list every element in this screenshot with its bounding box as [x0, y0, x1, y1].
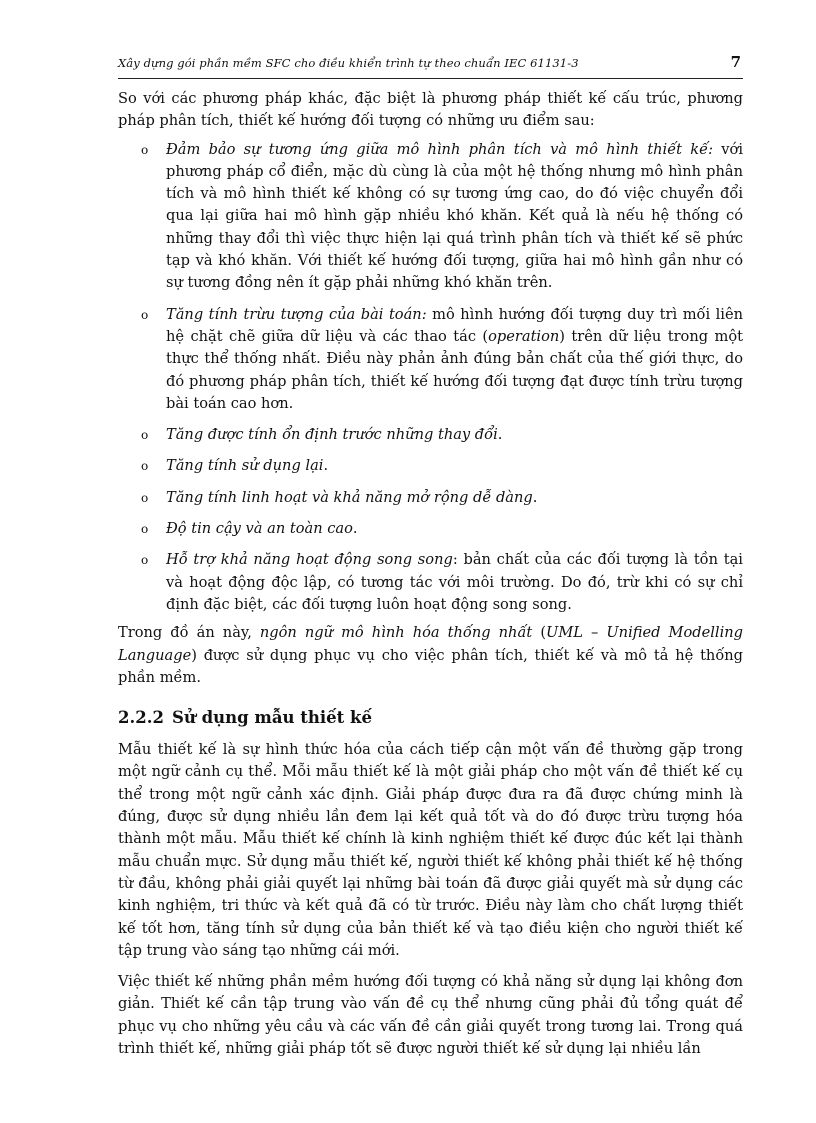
list-item-title: Tăng tính sử dụng lại — [166, 457, 324, 475]
list-item — [118, 487, 743, 509]
list-item-text: . — [352, 520, 358, 538]
advantages-list — [118, 139, 743, 617]
list-item — [118, 304, 743, 415]
bullet-marker: o — [141, 142, 149, 157]
list-item-title: Tăng tính linh hoạt và khả năng mở rộng dễ dàng — [166, 488, 533, 506]
uml-text: ) được sử dụng phục vụ cho việc phân tích, thiết kế và mô tả hệ thống phần mềm. — [118, 646, 743, 686]
page-number: 7 — [730, 53, 741, 71]
page-content — [118, 88, 743, 1060]
body-paragraph: Mẫu thiết kế là sự hình thức hóa của cách tiếp cận một vấn đề thường gặp trong một ngữ cảnh cụ thể. Mỗi mẫu thiết kế là một giải pháp cho một vấn đề thiết kế cụ thể trong một ngữ cảnh xác định. Giải pháp được đưa ra đã được chứng minh là đúng, được sử dụng nhiều lần đem lại kết quả tốt và do đó được trừu tượng hóa thành một mẫu. Mẫu thiết kế chính là kinh nghiệm thiết kế được đúc kết lại thành mẫu chuẩn mực. Sử dụng mẫu thiết kế, người thiết kế không phải thiết kế hệ thống từ đầu, không phải giải quyết lại những bài toán đã được giải quyết mà sử dụng các kinh nghiệm, tri thức và kết quả đã có từ trước. Điều này làm cho chất lượng thiết kế tốt hơn, tăng tính sử dụng của bản thiết kế và tạo điều kiện cho người thiết kế tập trung vào sáng tạo những cái mới. — [118, 741, 743, 959]
bullet-marker: o — [141, 522, 149, 537]
section-title: Sử dụng mẫu thiết kế — [171, 708, 372, 728]
list-item-title: Độ tin cậy và an toàn cao — [166, 520, 353, 538]
bullet-marker: o — [141, 553, 149, 568]
list-item-text: với phương pháp cổ điển, mặc dù cùng là của một hệ thống nhưng mô hình phân tích và mô hình thiết kế không có sự tương ứng cao, do đó việc chuyển đổi qua lại giữa hai mô hình gặp nhiều khó khăn. Kết quả là nếu hệ thống có những thay đổi thì việc thực hiện lại quá trình phân tích và thiết kế sẽ phức tạp và khó khăn. Với thiết kế hướng đối tượng, giữa hai mô hình gần như có sự tương đồng nên ít gặp phải những khó khăn trên. — [166, 140, 744, 292]
section-heading — [118, 707, 743, 729]
header-title: Xây dựng gói phần mềm SFC cho điều khiển trình tự theo chuẩn IEC 61131-3 — [118, 56, 579, 70]
bullet-marker: o — [141, 459, 149, 474]
list-item-text: : bản chất của các đối tượng là tồn tại và hoạt động độc lập, có tương tác với môi trường. Do đó, trừ khi có sự chỉ định đặc biệt, các đối tượng luôn hoạt động song song. — [166, 551, 743, 613]
list-item-text: . — [497, 426, 503, 444]
running-header — [118, 53, 743, 79]
uml-text: Trong đồ án này, — [118, 624, 260, 642]
list-item — [118, 549, 743, 616]
list-item-title: Hỗ trợ khả năng hoạt động song song — [166, 551, 453, 569]
bullet-marker: o — [141, 428, 149, 443]
section-number: 2.2.2 — [118, 708, 164, 728]
list-item-title: Tăng được tính ổn định trước những thay đổi — [166, 426, 498, 444]
uml-acronym: UML – Unified Modelling Language — [118, 624, 743, 664]
uml-term: ngôn ngữ mô hình hóa thống nhất — [259, 624, 533, 642]
uml-paragraph — [118, 622, 743, 689]
list-item-text: . — [532, 488, 538, 506]
list-item — [118, 518, 743, 540]
list-item — [118, 139, 743, 295]
list-item-title: Tăng tính trừu tượng của bài toán: — [166, 305, 427, 323]
list-item-term: operation — [488, 327, 560, 345]
list-item-text: . — [323, 457, 329, 475]
body-paragraph: Việc thiết kế những phần mềm hướng đối tượng có khả năng sử dụng lại không đơn giản. Thiết kế cần tập trung vào vấn đề cụ thể nhưng cũng phải đủ tổng quát để phục vụ cho những yêu cầu và các vấn đề cần giải quyết trong tương lai. Trong quá trình thiết kế, những giải pháp tốt sẽ được người thiết kế sử dụng lại nhiều lần — [118, 973, 743, 1057]
list-item-title: Đảm bảo sự tương ứng giữa mô hình phân tích và mô hình thiết kế: — [166, 140, 714, 158]
list-item-text: ) trên dữ liệu trong một thực thể thống nhất. Điều này phản ảnh đúng bản chất của thế giới thực, do đó phương pháp phân tích, thiết kế hướng đối tượng đạt được tính trừu tượng bài toán cao hơn. — [166, 327, 744, 412]
uml-text: ( — [532, 624, 547, 642]
list-item-text: mô hình hướng đối tượng duy trì mối liên hệ chặt chẽ giữa dữ liệu và các thao tác ( — [166, 305, 744, 345]
list-item — [118, 424, 743, 446]
intro-paragraph: So với các phương pháp khác, đặc biệt là phương pháp thiết kế cấu trúc, phương pháp phân tích, thiết kế hướng đối tượng có những ưu điểm sau: — [118, 90, 743, 130]
bullet-marker: o — [141, 490, 149, 505]
list-item — [118, 455, 743, 477]
bullet-marker: o — [141, 307, 149, 322]
